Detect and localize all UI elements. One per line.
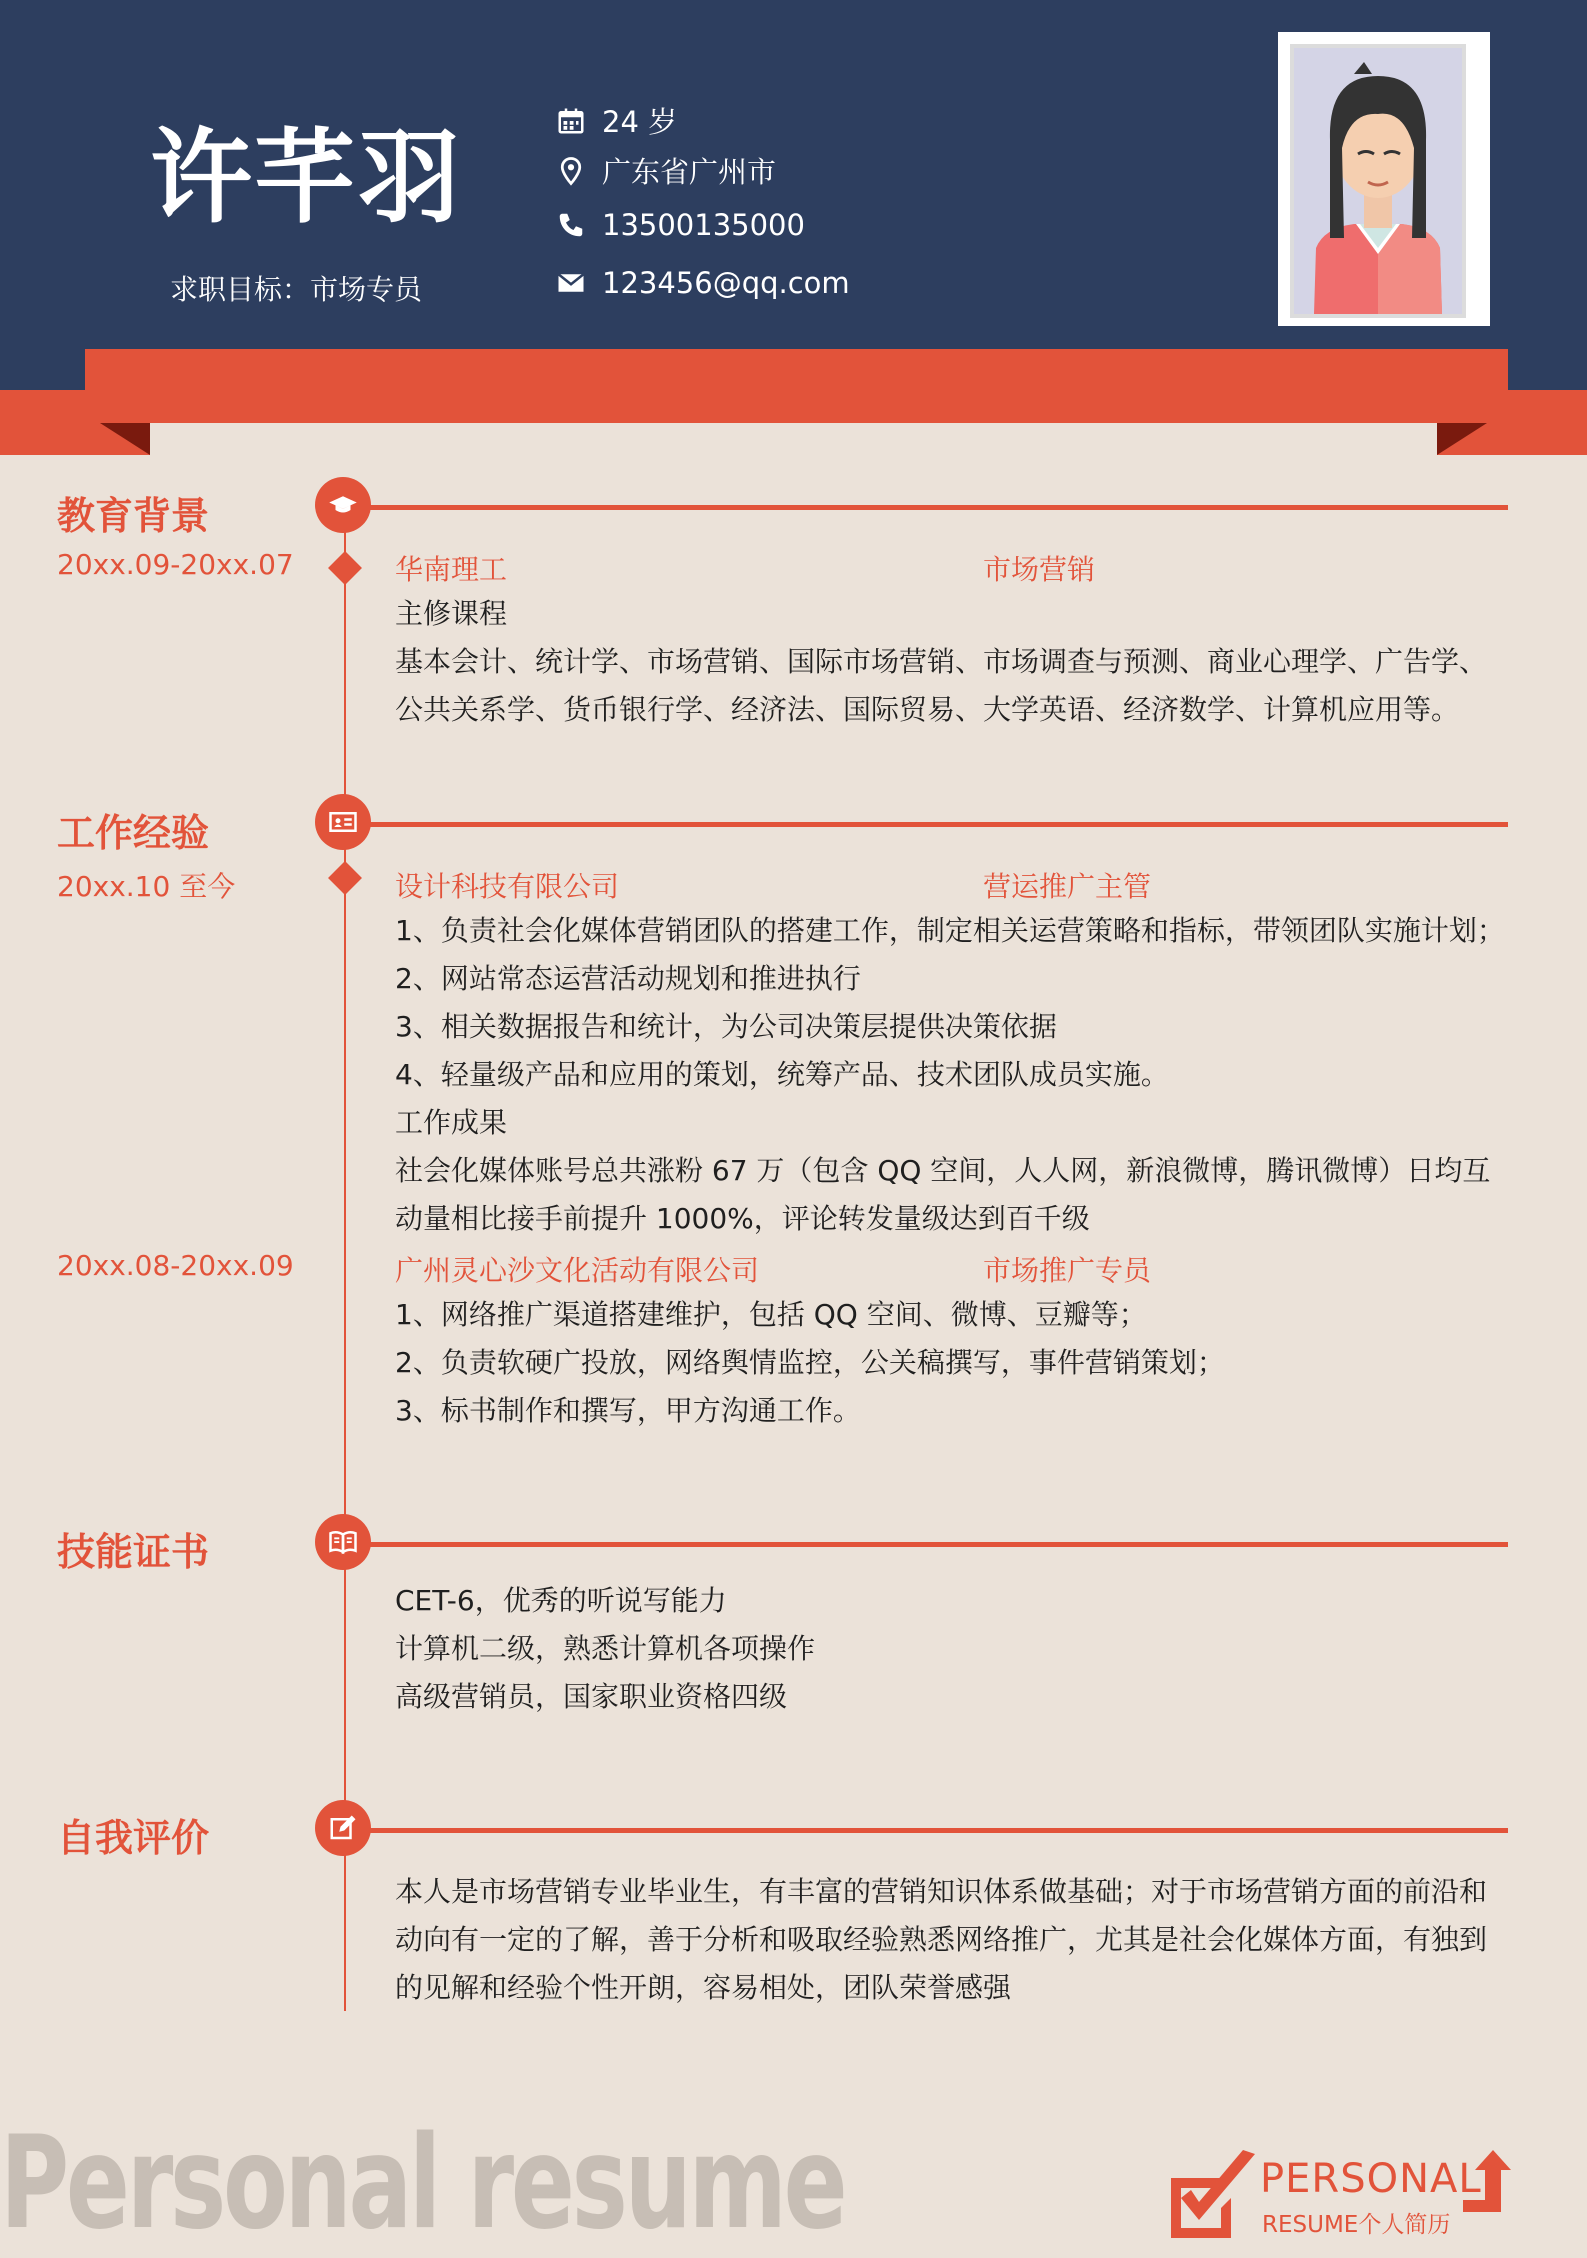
ribbon-fold-right xyxy=(1437,423,1487,455)
job-duty: 3、相关数据报告和统计，为公司决策层提供决策依据 xyxy=(395,1010,1057,1043)
job-company: 广州灵心沙文化活动有限公司 xyxy=(395,1254,760,1287)
job-duty: 1、网络推广渠道搭建维护，包括 QQ 空间、微博、豆瓣等； xyxy=(395,1298,1147,1331)
education-school: 华南理工 xyxy=(395,553,508,586)
job-date: 20xx.10 至今 xyxy=(57,870,236,903)
profile-photo-frame xyxy=(1278,32,1490,326)
self-eval-text: 本人是市场营销专业毕业生，有丰富的营销知识体系做基础；对于市场营销方面的前沿和动向有一定的了解，善于分析和吸取经验熟悉网络推广，尤其是社会化媒体方面，有独到的见解和经验个性开朗，容易相处，团队荣誉感强 xyxy=(395,1875,1488,2004)
job-company: 设计科技有限公司 xyxy=(395,870,620,903)
section-rule xyxy=(368,505,1508,510)
graduation-cap-icon xyxy=(328,490,358,520)
id-card-icon xyxy=(328,807,358,837)
contact-phone xyxy=(556,208,805,242)
ribbon-fold-left xyxy=(100,423,150,455)
location-text: 广东省广州市 xyxy=(602,155,777,189)
open-book-icon xyxy=(328,1527,358,1557)
edit-icon xyxy=(328,1813,358,1843)
skill-item: 高级营销员，国家职业资格四级 xyxy=(395,1680,788,1713)
job-result-label: 工作成果 xyxy=(395,1106,508,1139)
education-section-badge xyxy=(315,477,371,533)
contact-age xyxy=(556,100,677,141)
courses-label: 主修课程 xyxy=(395,597,508,630)
section-title-work: 工作经验 xyxy=(57,811,210,855)
timeline-marker xyxy=(328,861,362,895)
phone-text: 13500135000 xyxy=(602,208,805,242)
section-rule xyxy=(368,822,1508,827)
section-title-education: 教育背景 xyxy=(57,494,210,538)
logo-wordmark: PERSONAL xyxy=(1260,2156,1482,2202)
candidate-name: 许芊羽 xyxy=(150,119,462,238)
skill-item: CET-6，优秀的听说写能力 xyxy=(395,1584,727,1617)
education-major: 市场营销 xyxy=(983,553,1096,586)
avatar-illustration xyxy=(1294,48,1462,314)
contact-email xyxy=(556,266,850,300)
location-pin-icon xyxy=(556,156,586,186)
job-position: 营运推广主管 xyxy=(983,870,1152,903)
work-section-badge xyxy=(315,794,371,850)
timeline-marker xyxy=(328,551,362,585)
section-rule xyxy=(368,1542,1508,1547)
contact-location xyxy=(556,150,776,191)
avatar xyxy=(1290,44,1466,318)
section-rule xyxy=(368,1828,1508,1833)
skill-item: 计算机二级，熟悉计算机各项操作 xyxy=(395,1632,816,1665)
age-text: 24 岁 xyxy=(602,105,678,139)
job-duty: 3、标书制作和撰写，甲方沟通工作。 xyxy=(395,1394,861,1427)
logo-subtitle: RESUME个人简历 xyxy=(1262,2212,1451,2238)
job-objective: 求职目标：市场专员 xyxy=(170,273,423,306)
section-title-self-eval: 自我评价 xyxy=(57,1816,210,1860)
courses-text: 基本会计、统计学、市场营销、国际市场营销、市场调查与预测、商业心理学、广告学、公共关系学、货币银行学、经济法、国际贸易、大学英语、经济数学、计算机应用等。 xyxy=(395,645,1488,726)
job-duty: 2、负责软硬广投放，网络舆情监控，公关稿撰写，事件营销策划； xyxy=(395,1346,1225,1379)
phone-icon xyxy=(556,210,586,240)
job-date: 20xx.08-20xx.09 xyxy=(57,1249,294,1282)
job-duty: 1、负责社会化媒体营销团队的搭建工作，制定相关运营策略和指标，带领团队实施计划； xyxy=(395,914,1505,947)
self-eval-section-badge xyxy=(315,1800,371,1856)
job-duty: 4、轻量级产品和应用的策划，统筹产品、技术团队成员实施。 xyxy=(395,1058,1169,1091)
education-date: 20xx.09-20xx.07 xyxy=(57,548,294,581)
timeline-line xyxy=(344,496,346,2011)
header-ribbon xyxy=(85,349,1508,423)
job-result-text: 社会化媒体账号总共涨粉 67 万（包含 QQ 空间，人人网，新浪微博，腾讯微博）日均互动量相比接手前提升 1000%，评论转发量级达到百千级 xyxy=(395,1154,1491,1235)
skills-section-badge xyxy=(315,1514,371,1570)
email-text: 123456@qq.com xyxy=(602,266,850,300)
section-title-skills: 技能证书 xyxy=(57,1530,210,1574)
calendar-icon xyxy=(556,106,586,136)
job-duty: 2、网站常态运营活动规划和推进执行 xyxy=(395,962,861,995)
job-position: 市场推广专员 xyxy=(983,1254,1152,1287)
watermark-text: Personal resume xyxy=(0,2109,845,2258)
mail-icon xyxy=(556,268,586,298)
